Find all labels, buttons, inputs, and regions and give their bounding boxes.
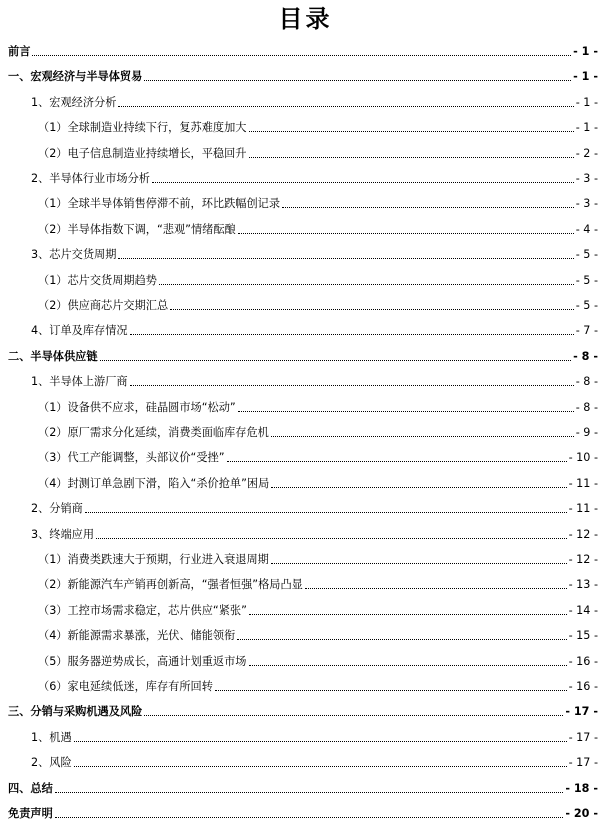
toc-entry-text: （1）消费类跌速大于预期，行业进入衰退周期 <box>38 553 269 566</box>
toc-entry-text: 2、半导体行业市场分析 <box>31 172 150 185</box>
toc-dot-leader <box>170 308 574 310</box>
toc-dot-leader <box>144 79 571 81</box>
toc-entry[interactable] <box>31 522 598 542</box>
toc-entry-text: （1）全球制造业持续下行，复苏难度加大 <box>38 121 247 135</box>
toc-page-number: - 17 - <box>565 705 598 719</box>
toc-entry-text: 2、风险 <box>31 756 72 770</box>
toc-dot-leader <box>144 714 563 716</box>
page-title: 目录 <box>278 5 333 33</box>
toc-entry-text: 4、订单及库存情况 <box>31 324 128 338</box>
toc-entry[interactable] <box>8 64 598 84</box>
toc-entry[interactable] <box>31 166 598 186</box>
toc-entry-text: 1、半导体上游厂商 <box>31 375 128 389</box>
toc-entry-text: 前言 <box>8 45 31 58</box>
toc-entry-text: （3）工控市场需求稳定，芯片供应“紧张” <box>38 603 247 617</box>
toc-page-number: - 12 - <box>568 553 598 566</box>
toc-dot-leader <box>74 765 567 767</box>
toc-dot-leader <box>118 105 573 107</box>
toc-dot-leader <box>55 816 564 818</box>
toc-entry-text: （1）设备供不应求，硅晶圆市场“松动” <box>38 400 236 414</box>
toc-entry-text: （6）家电延续低迷，库存有所回转 <box>38 680 213 693</box>
toc-dot-leader <box>271 562 567 564</box>
toc-dot-leader <box>74 740 567 742</box>
toc-dot-leader <box>32 54 571 56</box>
toc-entry[interactable] <box>31 242 598 262</box>
toc-entry-text: （1）全球半导体销售停滞不前，环比跌幅创记录 <box>38 197 281 211</box>
toc-entry-text: （2）原厂需求分化延续，消费类面临库存危机 <box>38 426 269 439</box>
toc-page-number: - 5 - <box>575 248 598 262</box>
toc-dot-leader <box>227 460 567 462</box>
toc-entry[interactable] <box>8 801 598 821</box>
toc-entry-text: 三、分销与采购机遇及风险 <box>8 705 143 719</box>
toc-entry[interactable] <box>31 725 598 745</box>
toc-page-number: - 14 - <box>568 603 598 617</box>
toc-entry[interactable] <box>38 547 598 567</box>
toc-entry[interactable] <box>38 115 598 135</box>
toc-dot-leader <box>249 156 574 158</box>
toc-entry[interactable] <box>31 369 598 389</box>
toc-dot-leader <box>159 283 574 285</box>
toc-page-number: - 1 - <box>573 45 598 58</box>
toc-entry[interactable] <box>38 674 598 694</box>
toc-entry-text: 四、总结 <box>8 781 53 795</box>
toc-entry[interactable] <box>38 572 598 592</box>
toc-dot-leader <box>152 181 574 183</box>
toc-dot-leader <box>238 410 574 412</box>
toc-entry[interactable] <box>31 750 598 770</box>
toc-entry-text: （1）芯片交货周期趋势 <box>38 273 157 287</box>
toc-dot-leader <box>55 791 564 793</box>
toc-entry-text: （2）电子信息制造业持续增长，平稳回升 <box>38 146 247 160</box>
toc-page-number: - 7 - <box>575 324 598 338</box>
toc-entry[interactable] <box>38 141 598 161</box>
toc-page-number: - 8 - <box>575 375 598 389</box>
toc-dot-leader <box>271 486 566 488</box>
toc-entry-text: 免责声明 <box>8 807 53 820</box>
toc-page-number: - 12 - <box>568 527 598 541</box>
toc-page-number: - 5 - <box>575 299 598 312</box>
toc-page-number: - 1 - <box>573 70 598 84</box>
toc-dot-leader <box>238 232 574 234</box>
toc-page-number: - 8 - <box>575 400 598 414</box>
toc-entry-text: （2）新能源汽车产销再创新高，“强者恒强”格局凸显 <box>38 578 303 592</box>
toc-page-number: - 1 - <box>575 121 598 135</box>
toc-dot-leader <box>237 638 566 640</box>
toc-dot-leader <box>249 613 567 615</box>
toc-entry-text: 一、宏观经济与半导体贸易 <box>8 70 143 84</box>
toc-entry[interactable] <box>38 268 598 288</box>
toc-entry-text: （2）供应商芯片交期汇总 <box>38 299 169 312</box>
toc-entry-text: 1、宏观经济分析 <box>31 95 117 109</box>
toc-entry[interactable] <box>38 598 598 618</box>
toc-page-number: - 5 - <box>575 273 598 287</box>
toc-entry[interactable] <box>8 344 598 364</box>
toc-entry[interactable] <box>8 699 598 719</box>
toc-entry-text: （4）封测订单急剧下滑，陷入“杀价抢单”困局 <box>38 476 270 490</box>
toc-dot-leader <box>249 130 574 132</box>
toc-entry[interactable] <box>38 420 598 440</box>
toc-dot-leader <box>85 511 567 513</box>
toc-entry-text: 3、芯片交货周期 <box>31 248 117 262</box>
toc-dot-leader <box>130 384 574 386</box>
toc-page-number: - 16 - <box>568 654 598 668</box>
toc-dot-leader <box>96 537 567 539</box>
toc-page-number: - 10 - <box>568 451 598 465</box>
toc-dot-leader <box>282 206 574 208</box>
toc-page-number: - 3 - <box>575 197 598 211</box>
toc-entry[interactable] <box>8 776 598 796</box>
toc-entry-text: 2、分销商 <box>31 502 83 516</box>
toc-entry[interactable] <box>38 293 598 313</box>
toc-entry[interactable] <box>31 318 598 338</box>
toc-dot-leader <box>130 333 574 335</box>
toc-page-number: - 4 - <box>575 222 598 236</box>
toc-page-number: - 13 - <box>568 578 598 592</box>
toc-entry[interactable] <box>31 496 598 516</box>
toc-page-number: - 3 - <box>575 172 598 185</box>
toc-entry-text: 1、机遇 <box>31 730 72 744</box>
toc-page-number: - 17 - <box>568 730 598 744</box>
toc-page-number: - 1 - <box>575 95 598 109</box>
toc-entry[interactable] <box>38 395 598 415</box>
toc-entry[interactable] <box>38 471 598 491</box>
toc-dot-leader <box>271 435 574 437</box>
toc-page-number: - 18 - <box>565 781 598 795</box>
toc-entry[interactable] <box>38 649 598 669</box>
toc-entry-text: （4）新能源需求暴涨，光伏、储能领衔 <box>38 629 236 643</box>
toc-dot-leader <box>305 587 567 589</box>
toc-page-number: - 9 - <box>575 426 598 439</box>
toc-entry[interactable] <box>38 445 598 465</box>
toc-entry-text: 二、半导体供应链 <box>8 349 98 363</box>
toc-dot-leader <box>215 689 567 691</box>
toc-entry-text: （2）半导体指数下调，“悲观”情绪酝酿 <box>38 222 236 236</box>
toc-page-number: - 20 - <box>565 807 598 820</box>
toc-entry[interactable] <box>38 217 598 237</box>
toc-dot-leader <box>100 359 572 361</box>
toc-page-number: - 2 - <box>575 146 598 160</box>
toc-entry[interactable] <box>8 39 598 59</box>
toc-page-number: - 16 - <box>568 680 598 693</box>
toc-entry[interactable] <box>38 623 598 643</box>
toc-page-number: - 8 - <box>573 349 598 363</box>
toc-page-number: - 11 - <box>568 476 598 490</box>
toc-page-number: - 17 - <box>568 756 598 770</box>
toc-entry[interactable] <box>38 191 598 211</box>
toc-entry-text: （3）代工产能调整，头部议价“受挫” <box>38 451 225 465</box>
toc-entry[interactable] <box>31 90 598 110</box>
toc-page-number: - 15 - <box>568 629 598 643</box>
toc-page-number: - 11 - <box>568 502 598 516</box>
toc-entry-text: （5）服务器逆势成长，高通计划重返市场 <box>38 654 247 668</box>
toc-dot-leader <box>249 664 567 666</box>
toc-dot-leader <box>118 257 573 259</box>
toc-entry-text: 3、终端应用 <box>31 527 95 541</box>
